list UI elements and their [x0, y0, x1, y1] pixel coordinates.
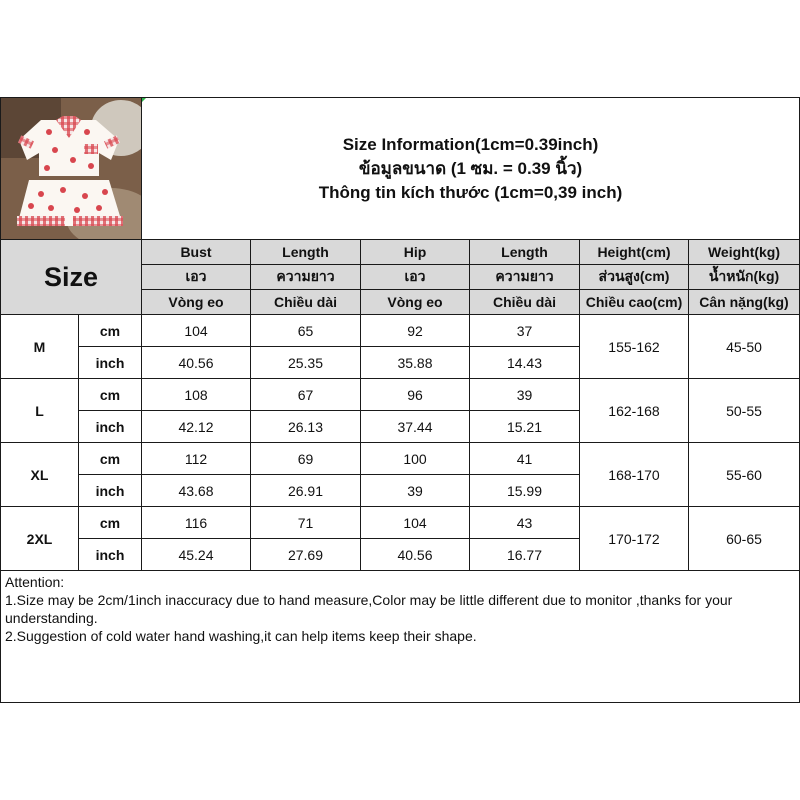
column-header-4-en: Height(cm)	[580, 240, 689, 265]
measure-cell: 43	[470, 507, 580, 539]
measure-cell: 92	[361, 315, 470, 347]
measure-cell: 104	[361, 507, 470, 539]
weight-range-cell: 60-65	[689, 507, 800, 571]
column-header-3-vi: Chiều dài	[470, 290, 580, 315]
measure-cell: 100	[361, 443, 470, 475]
column-header-0-vi: Vòng eo	[142, 290, 251, 315]
measure-cell: 15.99	[470, 475, 580, 507]
column-header-2-en: Hip	[361, 240, 470, 265]
unit-label-cm: cm	[79, 507, 142, 539]
unit-label-inch: inch	[79, 475, 142, 507]
weight-range-cell: 45-50	[689, 315, 800, 379]
measure-cell: 15.21	[470, 411, 580, 443]
unit-label-inch: inch	[79, 347, 142, 379]
size-label-2xl: 2XL	[0, 507, 79, 571]
measure-cell: 37	[470, 315, 580, 347]
measure-cell: 71	[251, 507, 361, 539]
column-header-5-en: Weight(kg)	[689, 240, 800, 265]
column-header-4-th: ส่วนสูง(cm)	[580, 265, 689, 290]
column-header-3-th: ความยาว	[470, 265, 580, 290]
title-english: Size Information(1cm=0.39inch)	[342, 134, 599, 154]
column-header-5-vi: Cân nặng(kg)	[689, 290, 800, 315]
measure-cell: 37.44	[361, 411, 470, 443]
measure-cell: 104	[142, 315, 251, 347]
measure-cell: 42.12	[142, 411, 251, 443]
measure-cell: 39	[470, 379, 580, 411]
title-thai: ข้อมูลขนาด (1 ซม. = 0.39 นิ้ว)	[358, 158, 583, 178]
unit-label-inch: inch	[79, 411, 142, 443]
measure-cell: 39	[361, 475, 470, 507]
attention-section	[0, 571, 800, 703]
height-range-cell: 170-172	[580, 507, 689, 571]
measure-cell: 35.88	[361, 347, 470, 379]
measure-cell: 45.24	[142, 539, 251, 571]
title-box	[142, 97, 800, 240]
title-vietnamese: Thông tin kích thước (1cm=0,39 inch)	[318, 182, 623, 202]
size-header: Size	[0, 240, 142, 315]
measure-cell: 69	[251, 443, 361, 475]
measure-cell: 108	[142, 379, 251, 411]
unit-label-inch: inch	[79, 539, 142, 571]
column-header-2-th: เอว	[361, 265, 470, 290]
measure-cell: 26.91	[251, 475, 361, 507]
measure-cell: 25.35	[251, 347, 361, 379]
height-range-cell: 162-168	[580, 379, 689, 443]
size-label-l: L	[0, 379, 79, 443]
unit-label-cm: cm	[79, 315, 142, 347]
attention-heading: Attention:	[5, 574, 65, 590]
unit-label-cm: cm	[79, 443, 142, 475]
measure-cell: 43.68	[142, 475, 251, 507]
column-header-2-vi: Vòng eo	[361, 290, 470, 315]
measure-cell: 41	[470, 443, 580, 475]
size-label-m: M	[0, 315, 79, 379]
column-header-3-en: Length	[470, 240, 580, 265]
measure-cell: 16.77	[470, 539, 580, 571]
weight-range-cell: 55-60	[689, 443, 800, 507]
measure-cell: 65	[251, 315, 361, 347]
measure-cell: 116	[142, 507, 251, 539]
measure-cell: 112	[142, 443, 251, 475]
size-chart	[0, 97, 800, 703]
size-label-xl: XL	[0, 443, 79, 507]
attention-note-2: 2.Suggestion of cold water hand washing,it can help items keep their shape.	[5, 628, 477, 644]
unit-label-cm: cm	[79, 379, 142, 411]
product-photo	[0, 97, 142, 240]
column-header-1-en: Length	[251, 240, 361, 265]
pajama-set-illustration	[1, 98, 142, 240]
attention-note-1: 1.Size may be 2cm/1inch inaccuracy due to hand measure,Color may be little different due to monitor ,thanks for your understanding.	[5, 592, 733, 626]
column-header-4-vi: Chiều cao(cm)	[580, 290, 689, 315]
measure-cell: 96	[361, 379, 470, 411]
column-header-0-th: เอว	[142, 265, 251, 290]
measure-cell: 40.56	[142, 347, 251, 379]
measure-cell: 27.69	[251, 539, 361, 571]
measure-cell: 40.56	[361, 539, 470, 571]
column-header-0-en: Bust	[142, 240, 251, 265]
column-header-5-th: น้ำหนัก(kg)	[689, 265, 800, 290]
height-range-cell: 168-170	[580, 443, 689, 507]
measure-cell: 67	[251, 379, 361, 411]
measure-cell: 14.43	[470, 347, 580, 379]
measure-cell: 26.13	[251, 411, 361, 443]
column-header-1-th: ความยาว	[251, 265, 361, 290]
height-range-cell: 155-162	[580, 315, 689, 379]
column-header-1-vi: Chiều dài	[251, 290, 361, 315]
weight-range-cell: 50-55	[689, 379, 800, 443]
